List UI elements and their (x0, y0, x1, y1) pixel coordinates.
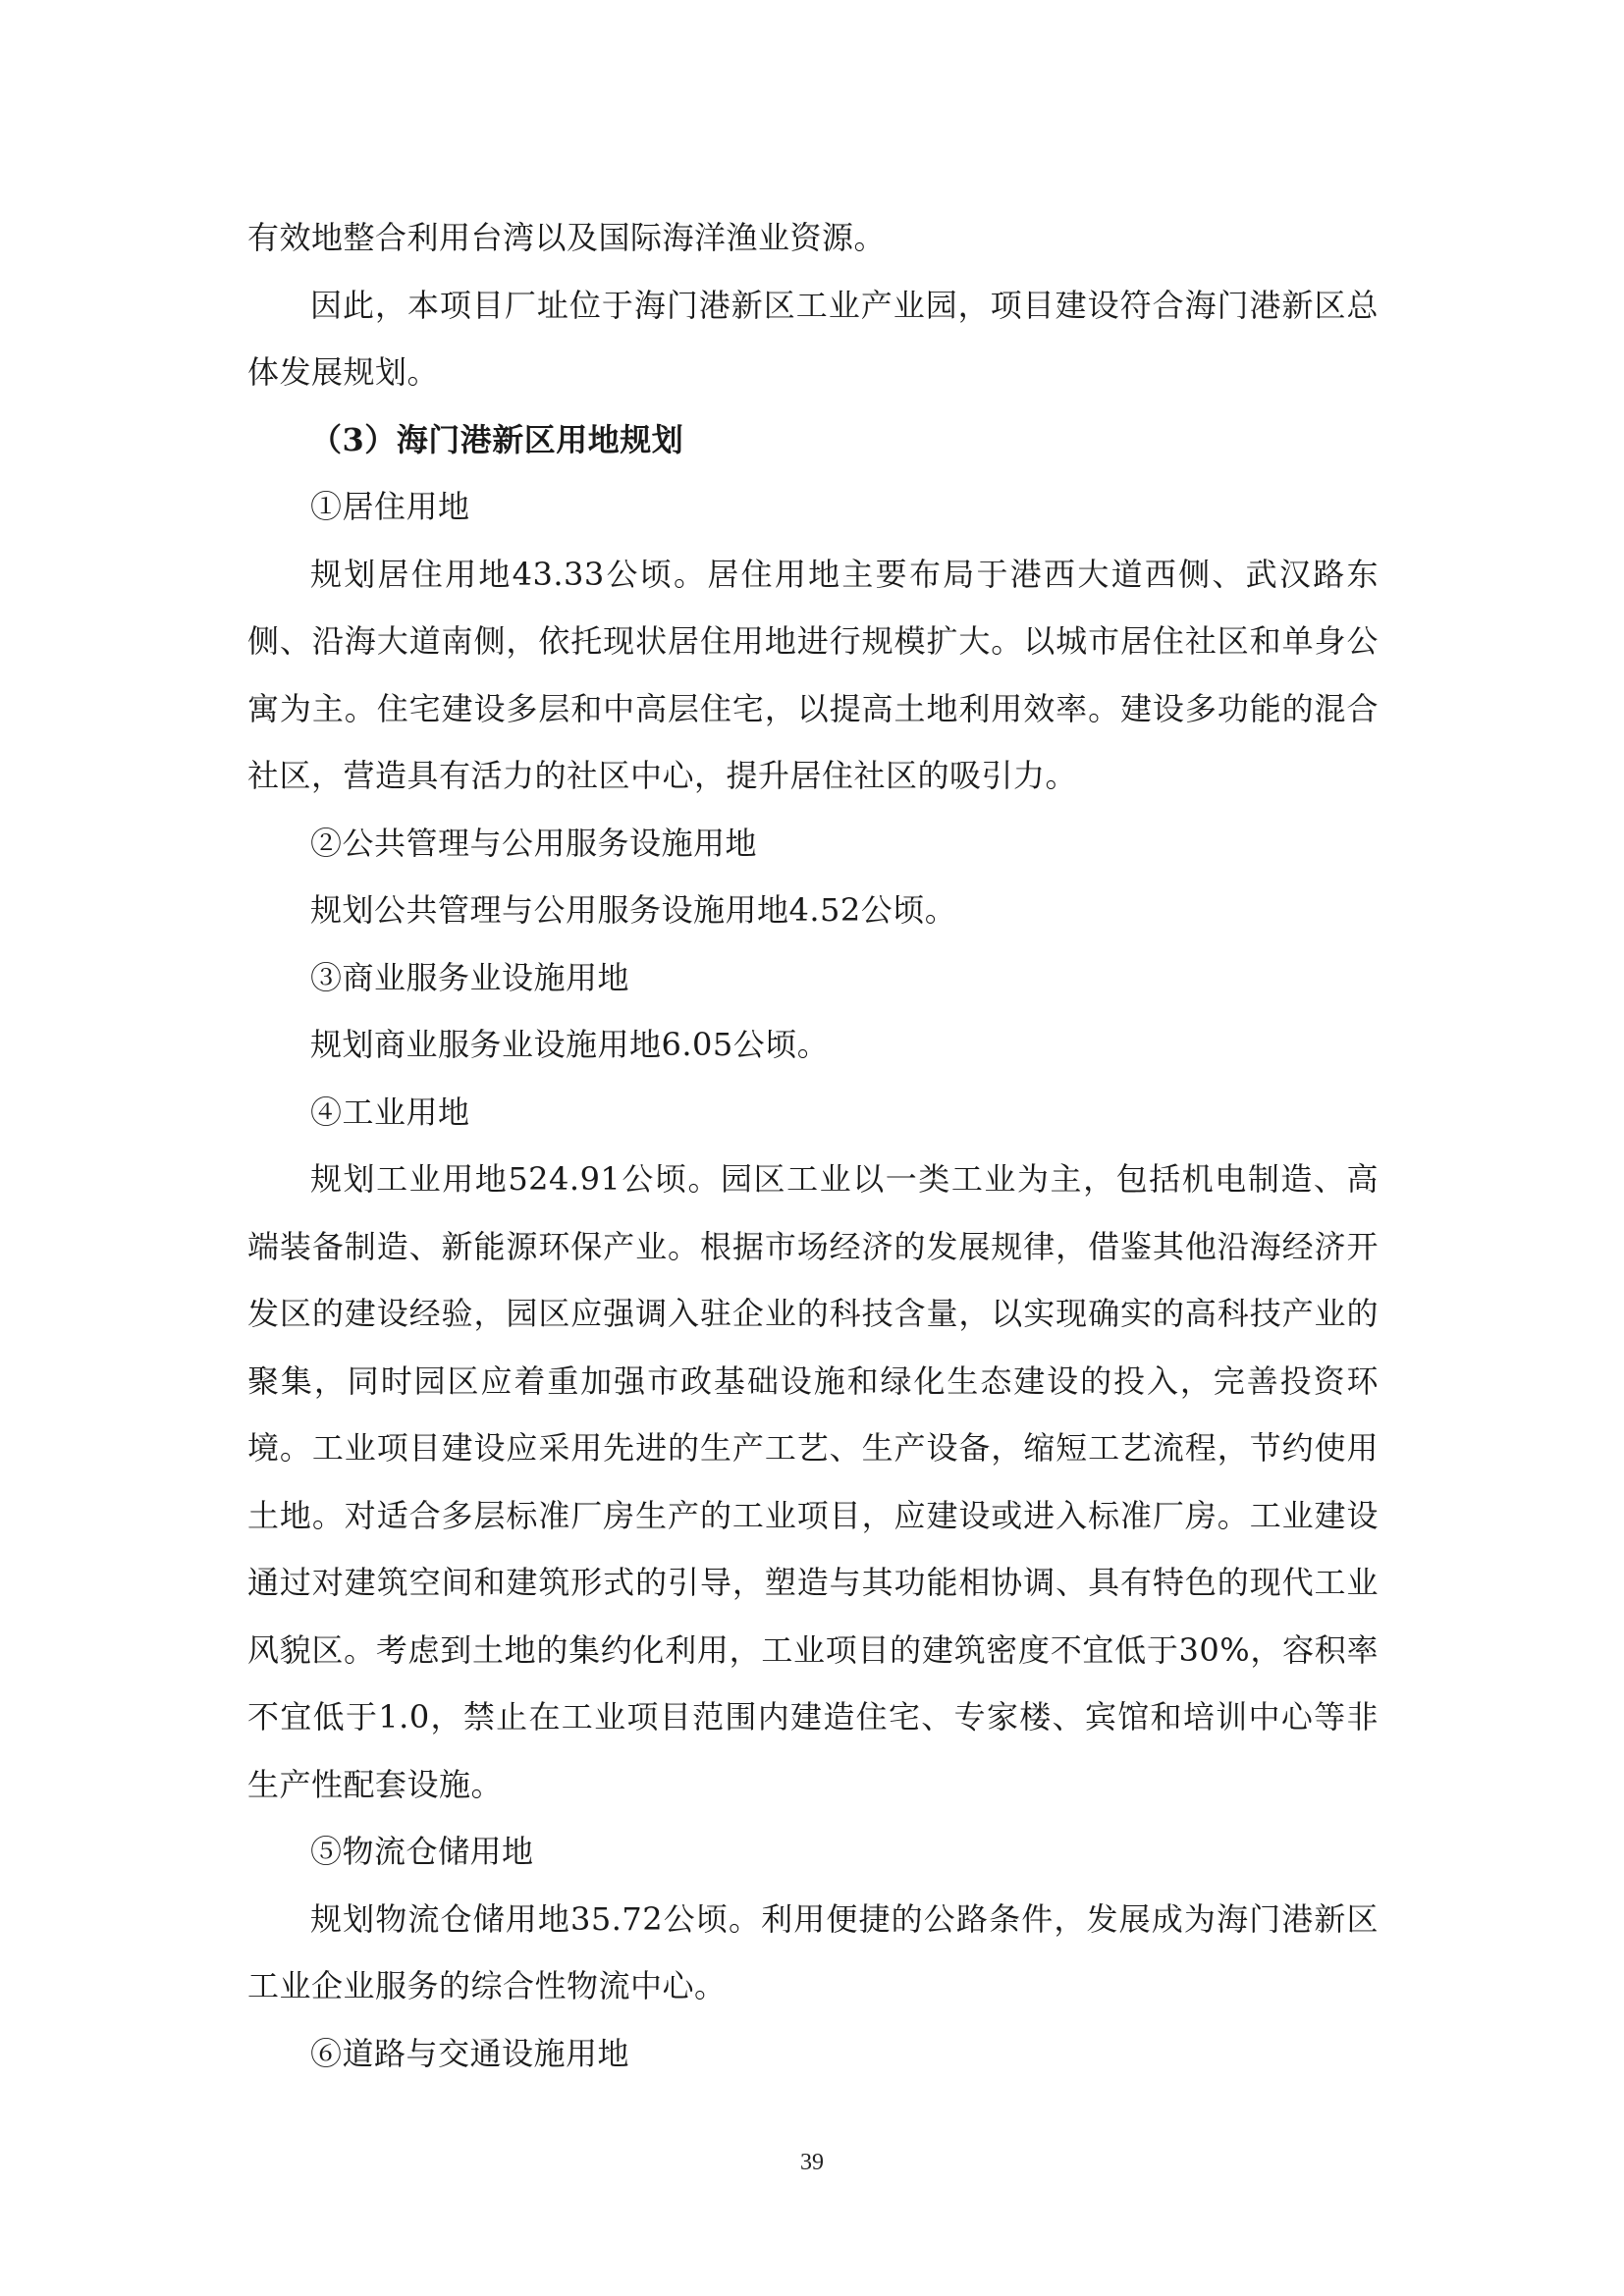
item-residential-title: ①居住用地 (310, 488, 470, 525)
item-industrial-text: 规划工业用地524.91公顷。园区工业以一类工业为主，包括机电制造、高端装备制造、新能源环保产业。根据市场经济的发展规律，借鉴其他沿海经济开发区的建设经验，园区应强调入驻企业的科技含量，以实现确实的高科技产业的聚集，同时园区应着重加强市政基础设施和绿化生态建设的投入，完善投资环境。工业项目建设应采用先进的生产工艺、生产设备，缩短工艺流程，节约使用土地。对适合多层标准厂房生产的工业项目，应建设或进入标准厂房。工业建设通过对建筑空间和建筑形式的引导，塑造与其功能相协调、具有特色的现代工业风貌区。考虑到土地的集约化利用，工业项目的建筑密度不宜低于30%，容积率不宜低于1.0，禁止在工业项目范围内建造住宅、专家楼、宾馆和培训中心等非生产性配套设施。 (247, 1160, 1379, 1803)
paragraph-continuation: 有效地整合利用台湾以及国际海洋渔业资源。 (247, 219, 887, 256)
item-public-service-text: 规划公共管理与公用服务设施用地4.52公顷。 (310, 891, 957, 929)
item-transport-title: ⑥道路与交通设施用地 (310, 2034, 630, 2072)
section-heading: （3）海门港新区用地规划 (310, 420, 684, 458)
item-commercial-title: ③商业服务业设施用地 (310, 958, 630, 996)
item-logistics-text: 规划物流仓储用地35.72公顷。利用便捷的公路条件，发展成为海门港新区工业企业服务的综合性物流中心。 (247, 1899, 1379, 2004)
item-commercial-text: 规划商业服务业设施用地6.05公顷。 (310, 1026, 830, 1063)
paragraph-conclusion: 因此，本项目厂址位于海门港新区工业产业园，项目建设符合海门港新区总体发展规划。 (247, 286, 1379, 391)
item-logistics-title: ⑤物流仓储用地 (310, 1833, 534, 1870)
page-number: 39 (800, 2150, 824, 2175)
item-residential-text: 规划居住用地43.33公顷。居住用地主要布局于港西大道西侧、武汉路东侧、沿海大道南侧，依托现状居住用地进行规模扩大。以城市居住社区和单身公寓为主。住宅建设多层和中高层住宅，以提高土地利用效率。建设多功能的混合社区，营造具有活力的社区中心，提升居住社区的吸引力。 (247, 555, 1379, 794)
item-industrial-title: ④工业用地 (310, 1093, 470, 1131)
body-text (247, 204, 1379, 2087)
item-public-service-title: ②公共管理与公用服务设施用地 (310, 824, 758, 862)
